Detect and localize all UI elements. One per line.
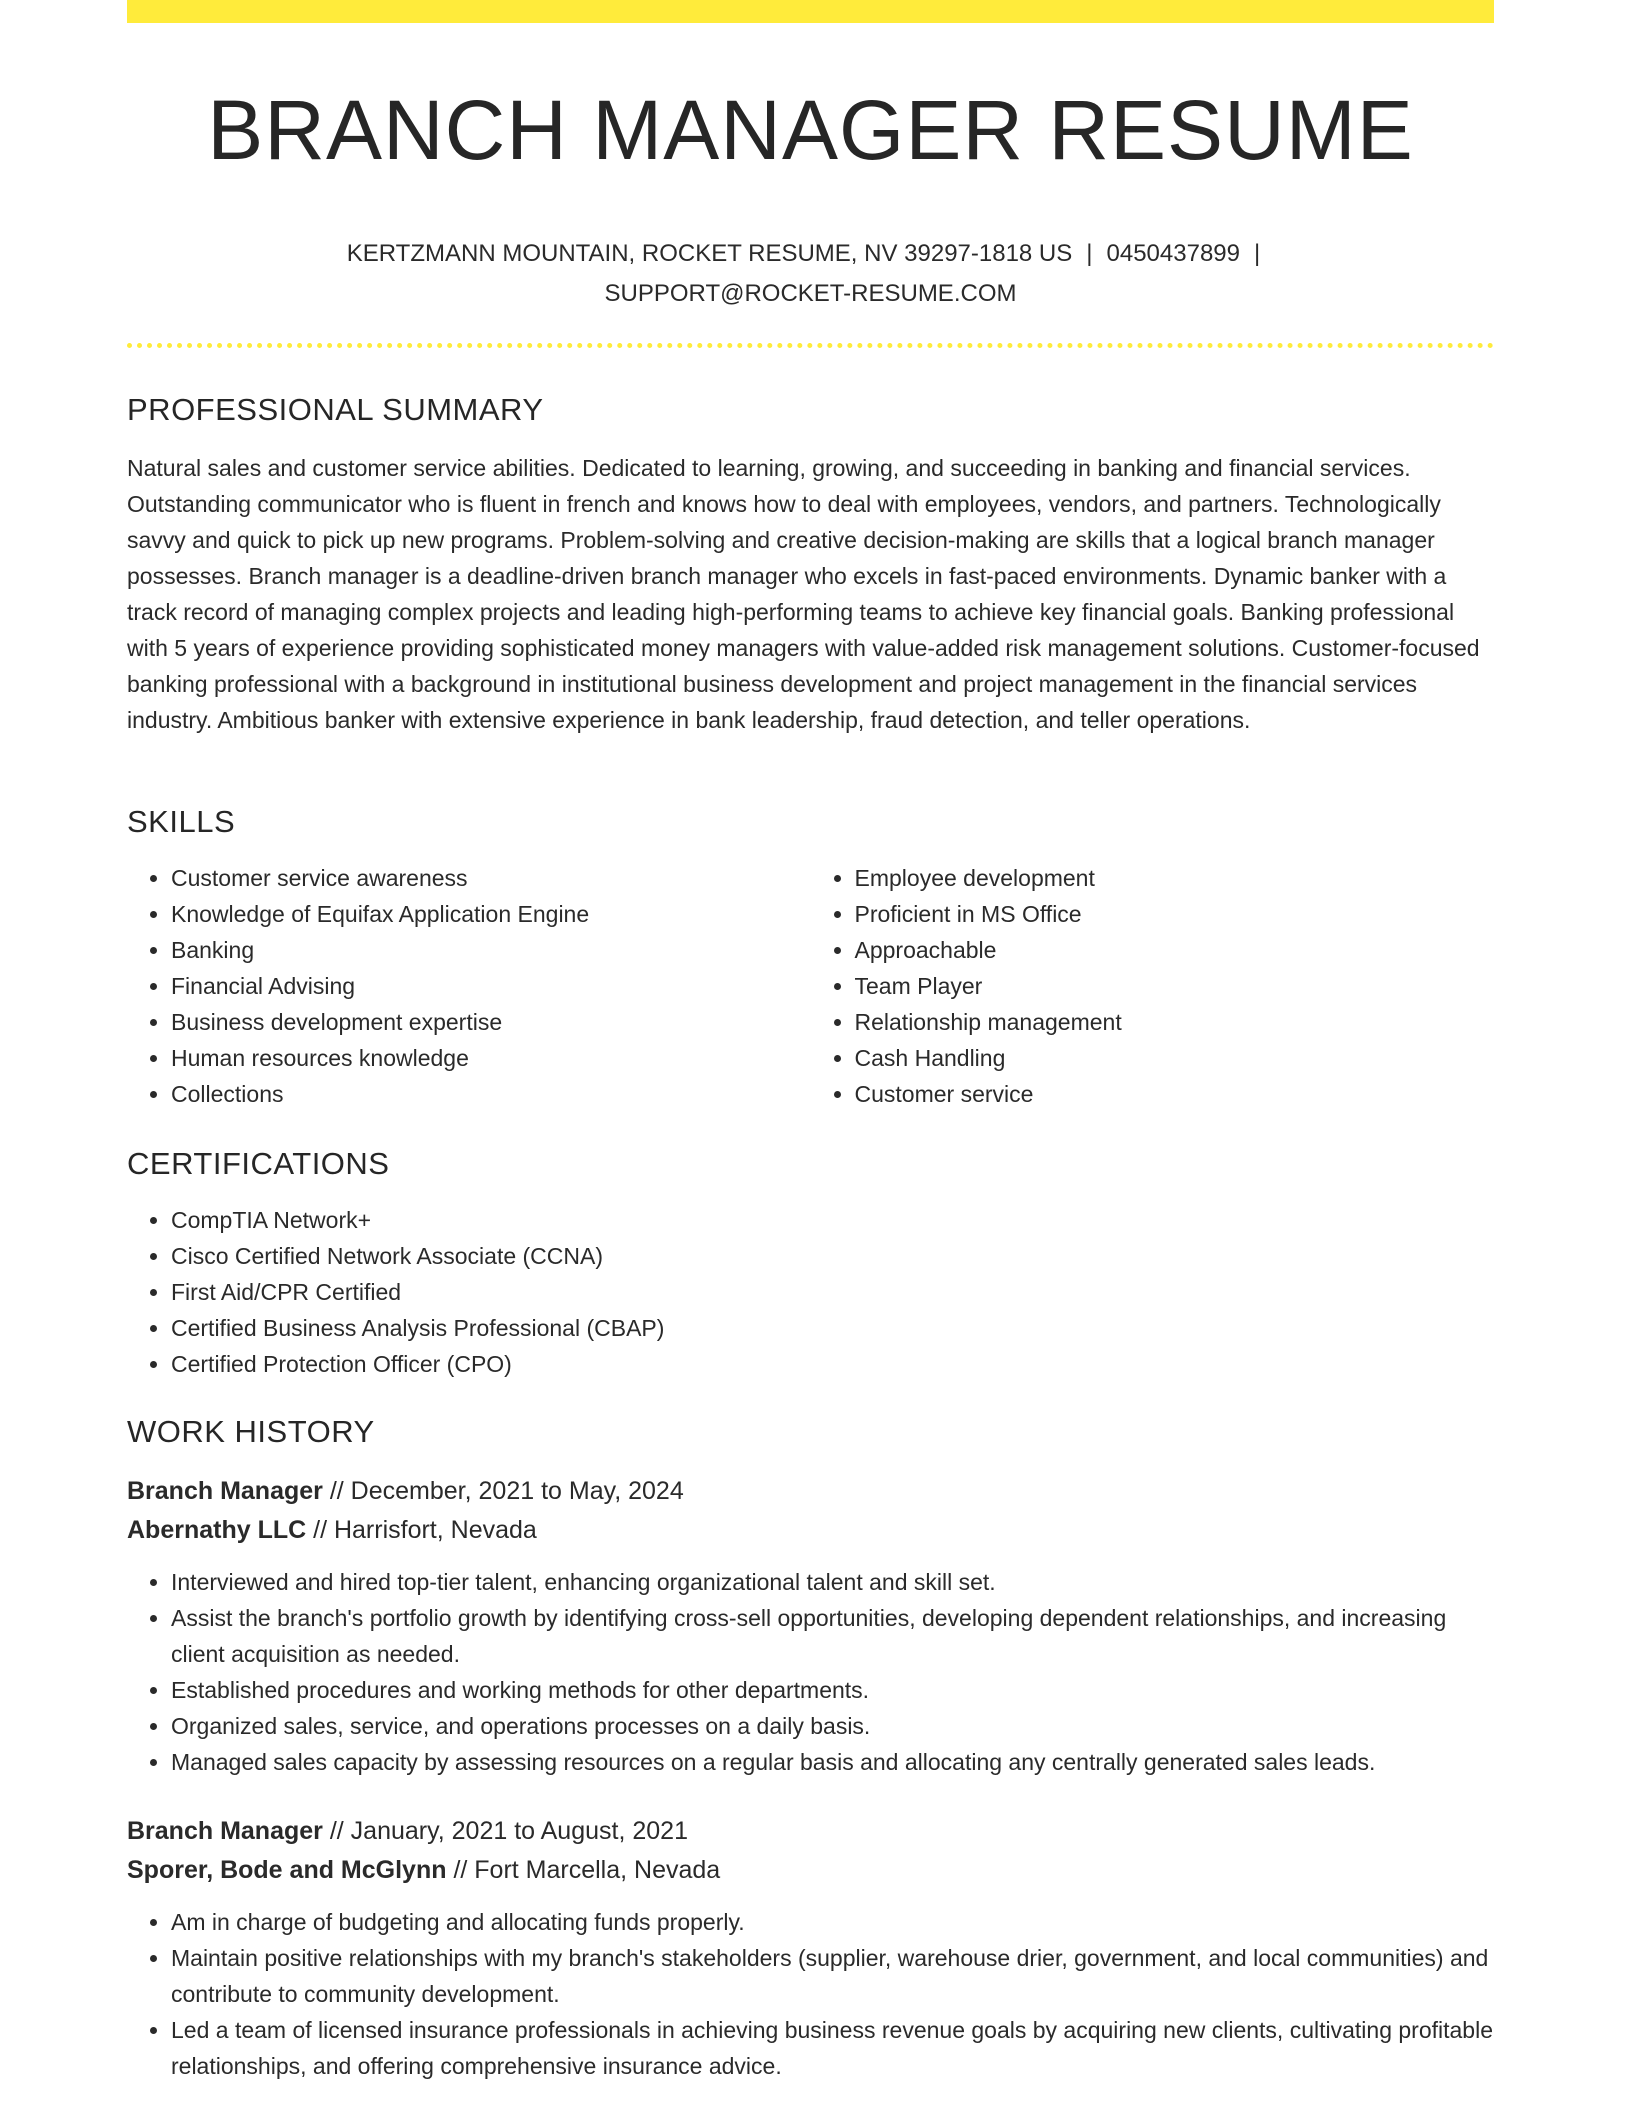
list-item: • Banking [171,932,811,968]
list-item: • CompTIA Network+ [171,1202,1494,1238]
list-item: • Am in charge of budgeting and allocating funds properly. [171,1904,1494,1940]
list-item: • Financial Advising [171,968,811,1004]
job-dates: // December, 2021 to May, 2024 [322,1477,684,1505]
summary-heading: PROFESSIONAL SUMMARY [127,392,544,427]
accent-bar [127,0,1494,23]
list-item: • Organized sales, service, and operations processes on a daily basis. [171,1708,1494,1744]
job-company: Abernathy LLC [127,1516,307,1544]
skills-section [127,802,1494,1112]
list-item: • Maintain positive relationships with my branch's stakeholders (supplier, warehouse drier, government, and local communities) and contribute to community development. [171,1940,1494,2012]
skills-list-right [811,860,1495,1112]
skills-heading: SKILLS [127,804,236,839]
work-history-section [127,1412,1494,2084]
list-item: • Customer service awareness [171,860,811,896]
list-item: • Interviewed and hired top-tier talent, enhancing organizational talent and skill set. [171,1564,1494,1600]
certifications-list [127,1202,1494,1382]
list-item: • Proficient in MS Office [855,896,1495,932]
list-item: • Certified Protection Officer (CPO) [171,1346,1494,1382]
job-dates: // January, 2021 to August, 2021 [322,1817,688,1845]
list-item: • First Aid/CPR Certified [171,1274,1494,1310]
certifications-section [127,1144,1494,1382]
dotted-divider [127,343,1494,348]
resume-title: BRANCH MANAGER RESUME [207,83,1414,177]
contact-email: SUPPORT@ROCKET-RESUME.COM [604,280,1017,307]
list-item: • Business development expertise [171,1004,811,1040]
list-item: • Employee development [855,860,1495,896]
job-bullets [127,1904,1494,2084]
list-item: • Led a team of licensed insurance professionals in achieving business revenue goals by acquiring new clients, cultivating profitable relationships, and offering comprehensive insurance advice. [171,2012,1494,2084]
job-company: Sporer, Bode and McGlynn [127,1856,447,1884]
job-title: Branch Manager [127,1477,323,1505]
list-item: • Certified Business Analysis Professional (CBAP) [171,1310,1494,1346]
list-item: • Knowledge of Equifax Application Engine [171,896,811,932]
summary-text: Natural sales and customer service abilities. Dedicated to learning, growing, and succeeding in banking and financial services. Outstanding communicator who is fluent in french and knows how to deal with employees, vendors, and partners. Technologically savvy and quick to pick up new programs. Problem-solving and creative decision-making are skills that a logical branch manager possesses. Branch manager is a deadline-driven branch manager who excels in fast-paced environments. Dynamic banker with a track record of managing complex projects and leading high-performing teams to achieve key financial goals. Banking professional with 5 years of experience providing sophisticated money managers with value-added risk management solutions. Customer-focused banking professional with a background in institutional business development and project management in the financial services industry. Ambitious banker with extensive experience in bank leadership, fraud detection, and teller operations. [127,455,1480,733]
list-item: • Established procedures and working methods for other departments. [171,1672,1494,1708]
list-item: • Managed sales capacity by assessing resources on a regular basis and allocating any centrally generated sales leads. [171,1744,1494,1780]
skills-list-left [127,860,811,1112]
list-item: • Customer service [855,1076,1495,1112]
contact-separator: | [1086,240,1093,267]
job-company-line [127,1511,1494,1550]
list-item: • Approachable [855,932,1495,968]
list-item: • Team Player [855,968,1495,1004]
contact-separator: | [1254,240,1261,267]
job-title-line [127,1472,1494,1511]
list-item: • Cisco Certified Network Associate (CCNA) [171,1238,1494,1274]
list-item: • Human resources knowledge [171,1040,811,1076]
list-item: • Assist the branch's portfolio growth by identifying cross-sell opportunities, developing dependent relationships, and increasing client acquisition as needed. [171,1600,1494,1672]
job-bullets [127,1564,1494,1780]
list-item: • Collections [171,1076,811,1112]
job-entry [127,1812,1494,2084]
certifications-heading: CERTIFICATIONS [127,1146,390,1181]
job-title: Branch Manager [127,1817,323,1845]
job-entry [127,1472,1494,1780]
job-title-line [127,1812,1494,1851]
job-company-line [127,1851,1494,1890]
work-history-heading: WORK HISTORY [127,1414,375,1449]
job-location: // Fort Marcella, Nevada [446,1856,721,1884]
list-item: • Cash Handling [855,1040,1495,1076]
summary-section [127,390,1494,738]
contact-address: KERTZMANN MOUNTAIN, ROCKET RESUME, NV 39297-1818 US [346,240,1073,267]
list-item: • Relationship management [855,1004,1495,1040]
contact-phone: 0450437899 [1106,240,1240,267]
job-location: // Harrisfort, Nevada [306,1516,537,1544]
contact-info [127,234,1494,314]
